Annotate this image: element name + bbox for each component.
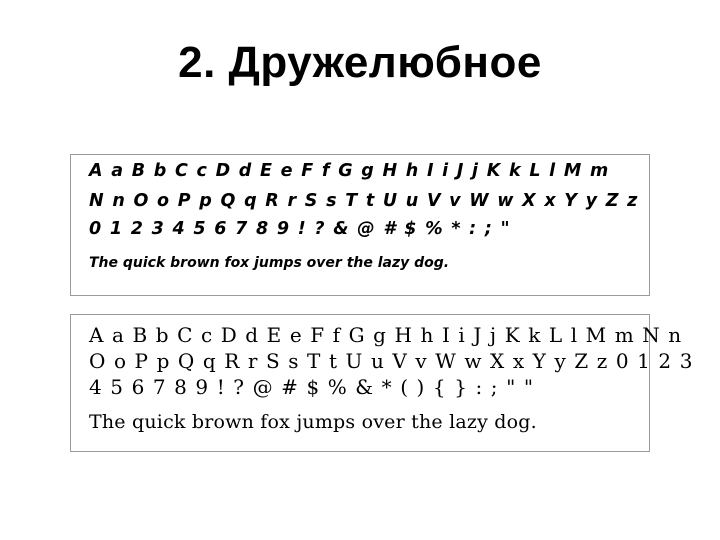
font-specimen-light [70, 314, 694, 452]
specimen-sample-sentence: The quick brown fox jumps over the lazy dog. [89, 255, 450, 271]
specimen-line-alphabet-2: N n O o P p Q q R r S s T t U u V v W w X x Y y Z z [89, 191, 639, 211]
specimen-sample-sentence: The quick brown fox jumps over the lazy dog. [89, 411, 537, 433]
specimen-line-digits-symbols: 4 5 6 7 8 9 ! ? @ # $ % & * ( ) { } : ; " " [89, 375, 535, 399]
specimen-line-digits-symbols: 0 1 2 3 4 5 6 7 8 9 ! ? & @ # $ % * : ; " [89, 219, 511, 239]
specimen-line-alphabet-1: A a B b C c D d E e F f G g H h I i J j K k L l M m [89, 161, 610, 181]
slide-title: 2. Дружелюбное [178, 38, 542, 87]
font-specimen-bold [70, 154, 650, 296]
specimen-line-alphabet-1: A a B b C c D d E e F f G g H h I i J j K k L l M m N n [89, 323, 683, 347]
specimen-line-alphabet-2: O o P p Q q R r S s T t U u V v W w X x Y y Z z 0 1 2 3 [89, 349, 694, 373]
